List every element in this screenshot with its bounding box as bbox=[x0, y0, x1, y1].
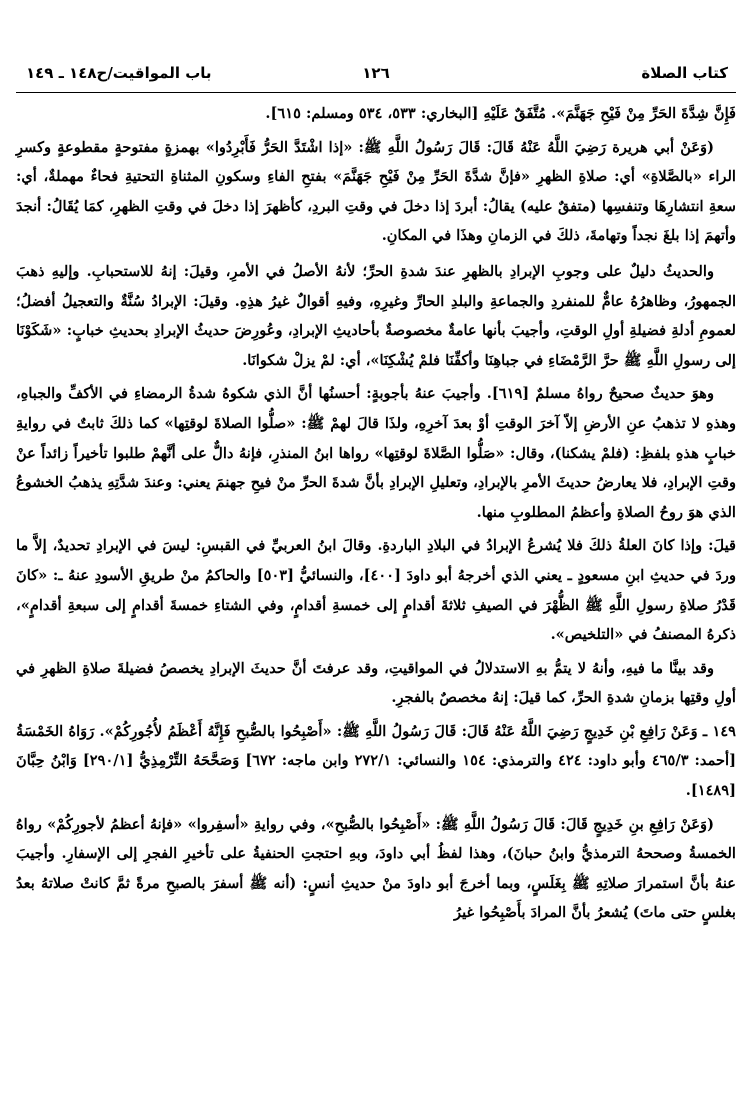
paragraph: وقد بينَّا ما فيهِ، وأنهُ لا يتمُّ بهِ الاستدلالُ في المواقيتِ، وقد عرفتَ أنَّ حديثَ الإبرادِ يخصصُ فضيلةَ صلاةِ الظهرِ في أولِ وقتِها بزمانِ شدةِ الحرِّ، كما قيلَ: إنهُ مخصصٌ بالفجرِ. bbox=[16, 659, 736, 707]
page-header bbox=[16, 58, 736, 92]
paragraph: (وَعَنْ أبي هريرة رَضِيَ اللَّهُ عَنْهُ قَالَ: قَالَ رَسُولُ اللَّهِ ﷺ: «إذا اشْتَدَّ الحَرُّ فَأَبْرِدُوا» بهمزةٍ مفتوحةٍ مقطوعةٍ وكسرِ الراء «بالصَّلاةِ» أي: صلاةِ الظهرِ «فإنَّ شدَّةَ الحَرِّ مِنْ فَيْحِ جَهَنَّمَ» بفتحِ الفاءِ وسكونِ المثناةِ التحتيةِ فحاءٌ مهملةٌ، أي: سعةِ انتشارِهَا وتنفسِها (متفقٌ عليه) يقالُ: أبردَ إذا دخلَ في وقتِ البردِ، كأظهرَ إذا دخلَ في وقتِ الظهرِ، كمَا يُقَالُ: أنجدَ وأتهمَ إذا بلغَ نجداً وتهامةَ، ذلكَ في الزمانِ وهذَا في المكانِ. bbox=[16, 138, 736, 245]
paragraph: وهوَ حديثٌ صحيحٌ رواهُ مسلمٌ [٦١٩]. وأجيبَ عنهُ بأجوبةٍ: أحسنُها أنَّ الذي شكوهُ شدةُ الرمضاءِ في الأكفِّ والجباهِ، وهذهِ لا تذهبُ عنِ الأرضِ إلاّ آخرَ الوقتِ أوْ بعدَ آخرِهِ، ولذَا قالَ لهمْ ﷺ: «صلُّوا الصلاةَ لوقتِها» كما ذلكَ ثابتٌ في روايةِ خبابٍ هذهِ بلفظِ: (فلمْ يشكنا)، وقال: «صَلُّوا الصَّلاةَ لوقتِها» رواها ابنُ المنذرِ، فإنهُ دالٌّ على أنَّهمْ طلبوا تأخيراً زائداً عنْ وقتِ الإبرادِ، فلا يعارضُ حديثَ الأمرِ بالإبرادِ، وتعليلِ الإبرادِ بأنَّ شدةَ الحرِّ منْ فيحِ جهنمَ يعني: وعندَ شدَّتِهِ يذهبُ الخشوعُ الذي هوَ روحُ الصلاةِ وأعظمُ المطلوبِ منها. bbox=[16, 385, 736, 521]
paragraph: (وَعَنْ رَافِعِ بنِ خَدِيجٍ قَالَ: قَالَ رَسُولُ اللَّهِ ﷺ: «أَصْبِحُوا بالصُّبحِ»، وفي روايةِ «أسفِروا» «فإنهُ أعظمُ لأجورِكُمْ» رواهُ الخمسةُ وصححهُ الترمذيُّ وابنُ حبانَ)، وهذا لفظُ أبي داودَ، وبهِ احتجتِ الحنفيةُ على تأخيرِ الفجرِ إلى الإسفارِ. وأجيبَ عنهُ بأنَّ استمرارَ صلاتِهِ ﷺ بِغَلَسٍ، وبما أخرجَ أبو داودَ منْ حديثِ أنسٍ: (أنه ﷺ أسفرَ بالصبحِ مرةً ثمَّ كانتْ صلاتهُ بعدُ بغلسٍ حتى ماتَ) يُشعرُ بأنَّ المرادَ بأَصْبِحُوا غيرُ bbox=[16, 815, 736, 922]
chapter-reference: باب المواقيت/ح١٤٨ ـ ١٤٩ bbox=[26, 64, 212, 82]
page-number: ١٢٦ bbox=[362, 64, 390, 82]
paragraph: فَإِنَّ شِدَّةَ الحَرِّ مِنْ فَيْحِ جَهَنَّمَ». مُتَّفَقٌ عَلَيْهِ [البخاري: ٥٣٣، ٥٣٤ ومسلم: ٦١٥]. bbox=[265, 105, 736, 122]
header-divider bbox=[16, 92, 736, 93]
paragraph: قيلَ: وإذا كانَ العلةُ ذلكَ فلا يُشرعُ الإبرادُ في البلادِ الباردةِ. وقالَ ابنُ العربيِّ في القبسِ: ليسَ في الإبرادِ تحديدٌ، إلاَّ ما وردَ في حديثِ ابنِ مسعودٍ ـ يعني الذي أخرجهُ أبو داودَ [٤٠٠]، والنسائيُّ [٥٠٣] والحاكمُ منْ طريقِ الأسودِ عنهُ ـ: «كانَ قَدْرُ صلاةِ رسولِ اللَّهِ ﷺ الظُّهْرَ في الصيفِ ثلاثةَ أقدامٍ إلى خمسةِ أقدامٍ، وفي الشتاءِ خمسةَ أقدامٍ إلى سبعةِ أقدامٍ»، ذكرهُ المصنفُ في «التلخيص». bbox=[16, 537, 736, 644]
page-body bbox=[16, 99, 736, 928]
hadith-149: ١٤٩ ـ وَعَنْ رَافِعِ بْنِ خَدِيجٍ رَضِيَ اللَّهُ عَنْهُ قَالَ: قَالَ رَسُولُ اللَّهِ ﷺ: «أَصْبِحُوا بالصُّبحِ فَإِنَّهُ أَعْظَمُ لأُجُورِكُمْ». رَوَاهُ الخَمْسَةُ [أحمد: ٤٦٥/٣ وأبو داود: ٤٢٤ والترمذي: ١٥٤ والنسائي: ٢٧٢/١ وابن ماجه: ٦٧٢] وَصَحَّحَهُ التِّرْمِذِيُّ [٢٩٠/١] وَابْنُ حِبَّانَ [١٤٨٩]. bbox=[16, 722, 737, 800]
paragraph: والحديثُ دليلٌ على وجوبِ الإبرادِ بالظهرِ عندَ شدةِ الحرِّ؛ لأنهُ الأصلُ في الأمرِ، وقيلَ: إنهُ للاستحبابِ. وإليهِ ذهبَ الجمهورُ، وظاهرُهُ عامٌّ للمنفردِ والجماعةِ والبلدِ الحارِّ وغيرِهِ، وفيهِ أقوالٌ غيرُ هذِهِ. وقيلَ: الإبرادُ سُنَّةٌ والتعجيلُ أفضلُ؛ لعمومِ أدلةِ فضيلةِ أولِ الوقتِ، وأجيبَ بأنها عامةٌ مخصوصةٌ بأحاديثِ الإبرادِ، وعُورِضَ حديثُ الإبرادِ بحديثِ خبابٍ: «شَكَوْنَا إلى رسولِ اللَّهِ ﷺ حرَّ الرَّمْضَاءِ في جباهِنَا وأكفِّنَا فلمْ يُشْكِنَا»، أي: لمْ يزلْ شكوانَا. bbox=[16, 262, 736, 369]
book-title: كتاب الصلاة bbox=[641, 64, 728, 82]
